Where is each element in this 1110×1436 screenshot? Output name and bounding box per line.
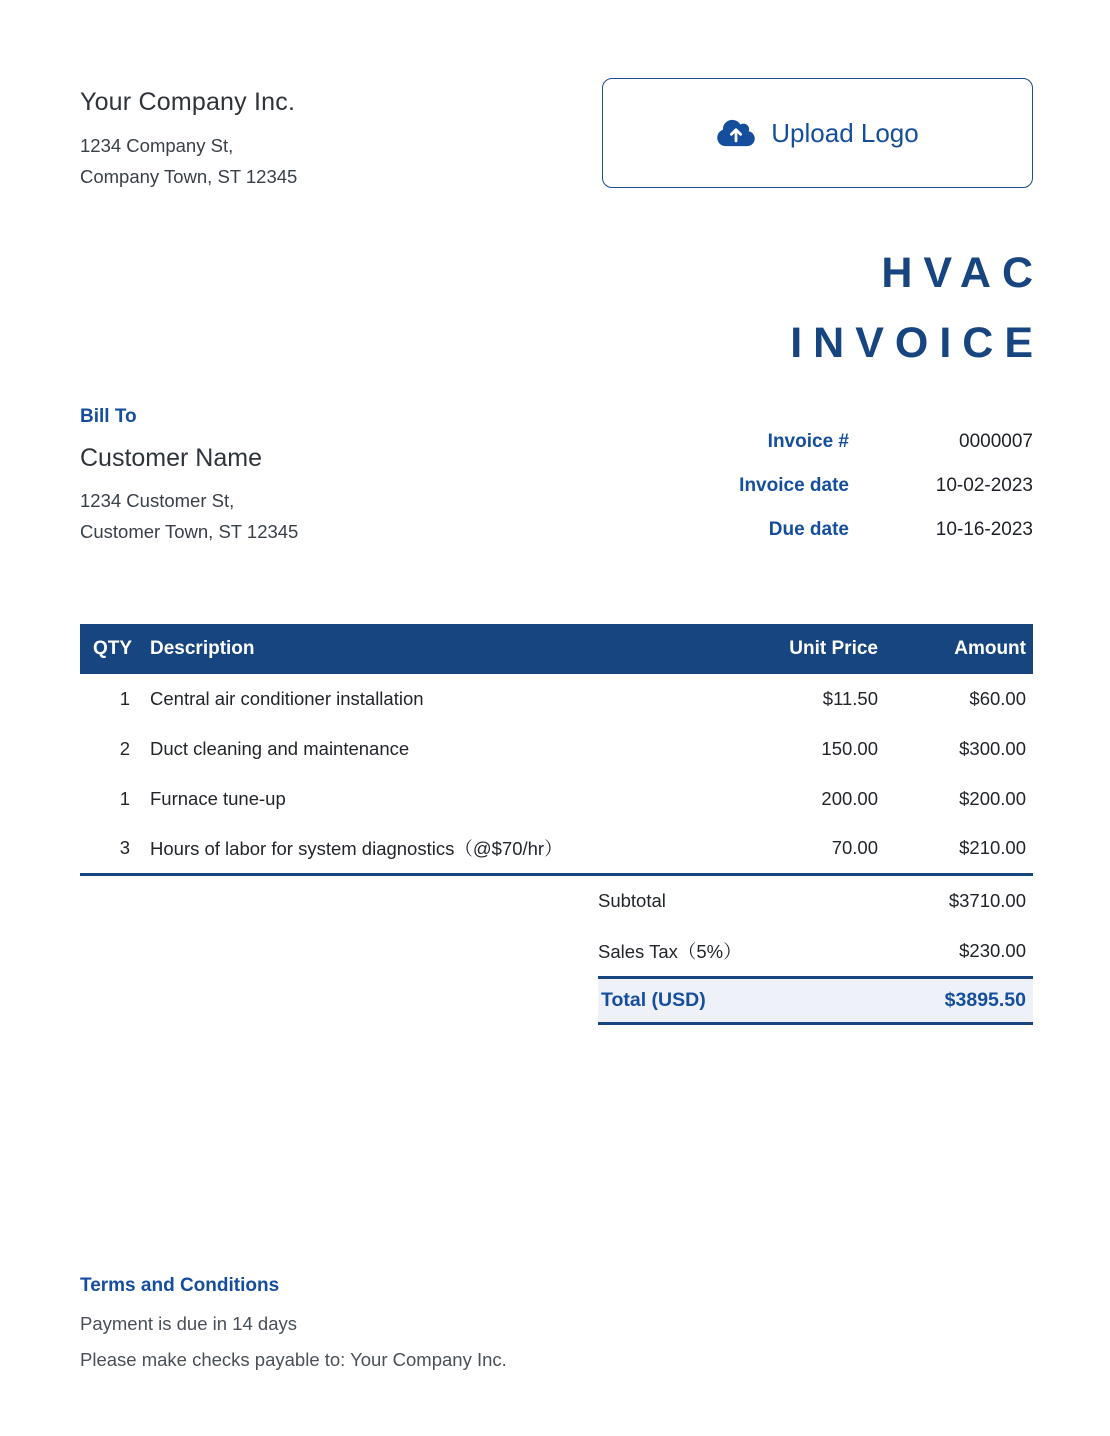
table-header-row [80, 624, 1033, 674]
document-title [80, 238, 1044, 378]
upload-logo-label: Upload Logo [771, 117, 919, 148]
item-description: Central air conditioner installation [150, 688, 424, 709]
terms-line-2: Please make checks payable to: Your Company Inc. [80, 1348, 507, 1370]
unit-price-column-header: Unit Price [718, 624, 878, 674]
item-unit-price: 70.00 [831, 837, 878, 859]
item-qty: 3 [119, 837, 130, 859]
terms-section [80, 1275, 1033, 1369]
table-row [80, 774, 1033, 824]
invoice-number-row [739, 420, 1033, 464]
qty-column-header: QTY [80, 624, 136, 674]
invoice-meta [739, 420, 1033, 552]
item-description: Duct cleaning and maintenance [150, 738, 410, 759]
sales-tax-row [598, 926, 1033, 976]
item-description: Hours of labor for system diagnostics（@$70/hr） [150, 838, 563, 860]
bill-to-block [80, 406, 298, 552]
due-date-row [739, 508, 1033, 552]
cloud-upload-icon [716, 118, 756, 148]
item-qty: 1 [119, 688, 130, 709]
table-row [80, 724, 1033, 774]
line-items-table [80, 624, 1033, 876]
invoice-number-label: Invoice # [767, 431, 849, 452]
grand-total-value: $3895.50 [944, 988, 1026, 1011]
bill-to-heading: Bill To [80, 406, 137, 427]
item-unit-price: $11.50 [822, 688, 878, 709]
description-column-header: Description [136, 624, 718, 674]
terms-line-1: Payment is due in 14 days [80, 1312, 297, 1334]
page-header [80, 78, 1033, 192]
company-block [80, 88, 297, 192]
sales-tax-label: Sales Tax（5%） [598, 940, 742, 962]
item-amount: $200.00 [959, 788, 1026, 809]
customer-address-line2: Customer Town, ST 12345 [80, 521, 299, 542]
due-date-value: 10-16-2023 [935, 519, 1033, 540]
item-unit-price: 150.00 [821, 738, 878, 759]
sales-tax-value: $230.00 [959, 939, 1026, 961]
customer-address-line1: 1234 Customer St, [80, 490, 235, 511]
grand-total-row [598, 976, 1033, 1025]
item-amount: $300.00 [959, 738, 1026, 759]
invoice-number-value: 0000007 [959, 431, 1033, 452]
customer-name: Customer Name [80, 444, 262, 472]
due-date-label: Due date [768, 519, 849, 540]
company-address-line2: Company Town, ST 12345 [80, 166, 298, 187]
subtotal-value: $3710.00 [948, 889, 1026, 911]
invoice-date-value: 10-02-2023 [935, 475, 1033, 496]
customer-address [80, 485, 298, 547]
totals-section [598, 876, 1033, 1025]
document-title-line2: INVOICE [790, 319, 1044, 367]
subtotal-row [598, 876, 1033, 926]
grand-total-label: Total (USD) [601, 988, 706, 1011]
amount-column-header: Amount [878, 624, 1033, 674]
invoice-date-label: Invoice date [739, 475, 849, 496]
item-amount: $60.00 [969, 688, 1026, 709]
item-amount: $210.00 [959, 837, 1026, 859]
table-row [80, 674, 1033, 724]
company-address-line1: 1234 Company St, [80, 135, 234, 156]
billing-section [80, 406, 1033, 552]
document-title-line1: HVAC [881, 249, 1044, 297]
item-qty: 1 [119, 788, 130, 809]
terms-heading: Terms and Conditions [80, 1274, 280, 1296]
item-description: Furnace tune-up [150, 788, 286, 809]
subtotal-label: Subtotal [598, 889, 666, 911]
company-address [80, 130, 297, 192]
table-row [80, 824, 1033, 874]
item-qty: 2 [119, 738, 130, 759]
invoice-date-row [739, 464, 1033, 508]
upload-logo-button[interactable] [602, 78, 1033, 188]
company-name: Your Company Inc. [80, 88, 296, 116]
item-unit-price: 200.00 [821, 788, 878, 809]
